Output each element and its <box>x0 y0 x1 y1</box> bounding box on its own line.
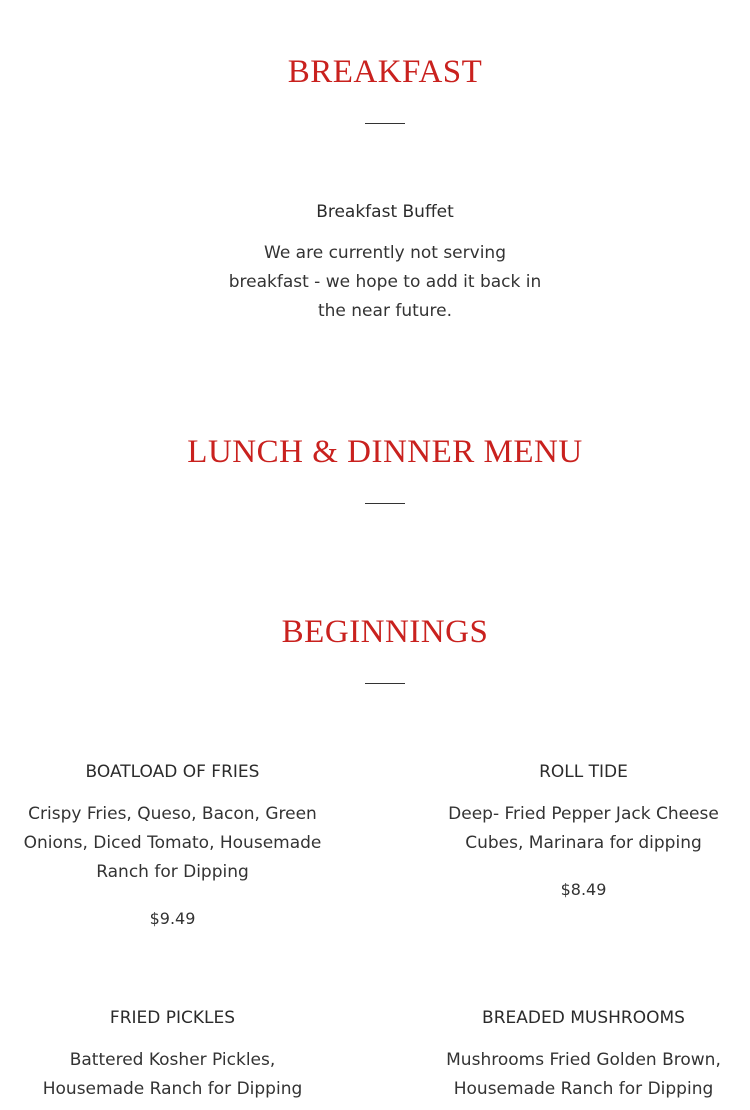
breakfast-item-description: We are currently not serving breakfast - we hope to add it back in the near future. <box>228 243 542 321</box>
menu-item <box>436 1007 731 1104</box>
menu-item-description: Crispy Fries, Queso, Bacon, Green Onions, Diced Tomato, Housemade Ranch for Dipping <box>23 804 322 882</box>
menu-item-name: ROLL TIDE <box>539 762 628 782</box>
menu-item <box>20 1007 325 1104</box>
breakfast-divider <box>365 123 405 124</box>
breakfast-item <box>225 201 545 326</box>
menu-item-name: BREADED MUSHROOMS <box>482 1008 685 1028</box>
menu-item <box>20 761 325 929</box>
lunch-dinner-title: LUNCH & DINNER MENU <box>187 434 583 470</box>
menu-item-description: Deep- Fried Pepper Jack Cheese Cubes, Marinara for dipping <box>448 804 719 853</box>
menu-item-description: Mushrooms Fried Golden Brown, Housemade Ranch for Dipping <box>446 1050 721 1099</box>
beginnings-title: BEGINNINGS <box>281 614 489 650</box>
lunch-dinner-divider <box>365 503 405 504</box>
beginnings-divider <box>365 683 405 684</box>
menu-item <box>436 761 731 900</box>
menu-item-price: $9.49 <box>149 909 196 928</box>
menu-item-description: Battered Kosher Pickles, Housemade Ranch for Dipping <box>42 1050 303 1099</box>
breakfast-item-name: Breakfast Buffet <box>316 202 454 222</box>
menu-item-price: $8.49 <box>560 880 607 899</box>
menu-item-name: BOATLOAD OF FRIES <box>85 762 260 782</box>
menu-item-name: FRIED PICKLES <box>109 1008 236 1028</box>
breakfast-title: BREAKFAST <box>287 54 483 90</box>
